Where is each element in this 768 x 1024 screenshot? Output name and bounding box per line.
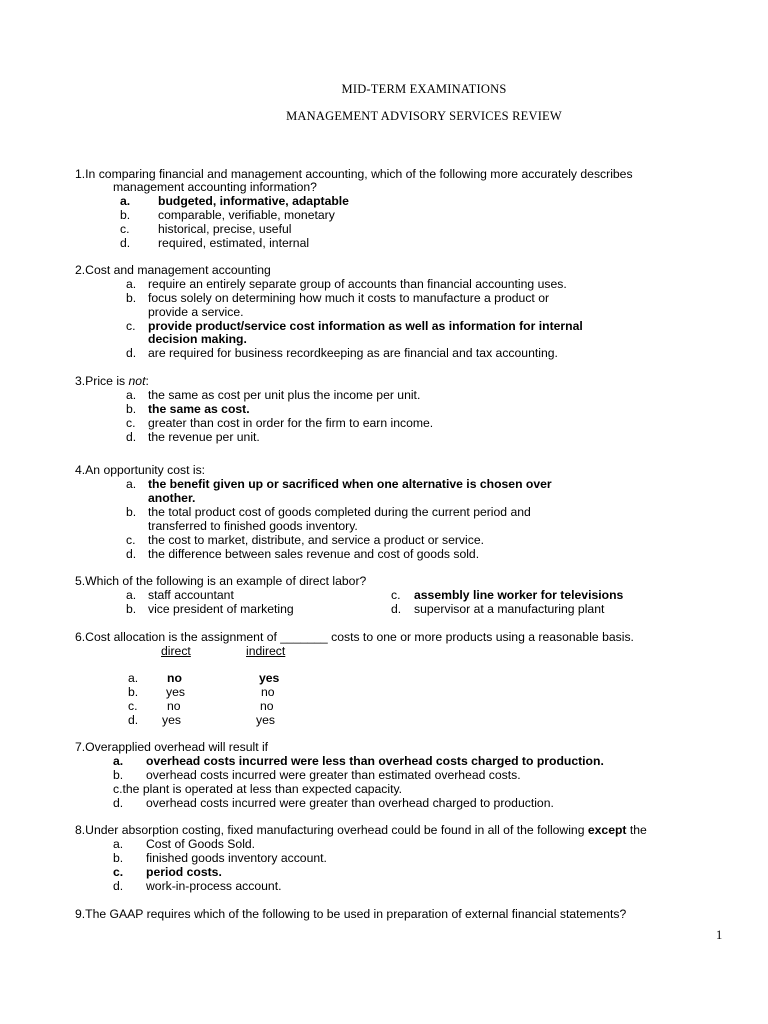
page-number: 1 bbox=[716, 928, 723, 942]
question-3-stem bbox=[75, 374, 149, 388]
option-text: the cost to market, distribute, and service a product or service. bbox=[148, 533, 484, 547]
option-letter: a. bbox=[113, 837, 124, 851]
question-5-stem: 5.Which of the following is an example of direct labor? bbox=[75, 574, 367, 588]
question-6-stem: 6.Cost allocation is the assignment of _______ costs to one or more products using a reasonable basis. bbox=[75, 630, 634, 644]
option-text-correct: the benefit given up or sacrificed when one alternative is chosen over bbox=[148, 477, 552, 491]
option-letter: b. bbox=[113, 768, 124, 782]
row-letter: c. bbox=[128, 699, 138, 713]
option-letter: a. bbox=[126, 477, 137, 491]
option-text: are required for business recordkeeping as are financial and tax accounting. bbox=[148, 346, 558, 360]
option-text-correct: assembly line worker for televisions bbox=[414, 588, 624, 602]
column-header-direct: direct bbox=[161, 644, 191, 658]
option-text-correct: budgeted, informative, adaptable bbox=[158, 194, 349, 208]
row-cell: yes bbox=[162, 713, 181, 727]
option-text: the total product cost of goods completed during the current period and bbox=[148, 505, 531, 519]
option-text: supervisor at a manufacturing plant bbox=[414, 602, 605, 616]
option-letter: d. bbox=[126, 547, 137, 561]
option-text: comparable, verifiable, monetary bbox=[158, 208, 335, 222]
row-cell: yes bbox=[256, 713, 275, 727]
row-letter: d. bbox=[128, 713, 139, 727]
option-letter: b. bbox=[126, 505, 137, 519]
option-text: staff accountant bbox=[148, 588, 234, 602]
option-text: the same as cost per unit plus the income per unit. bbox=[148, 388, 421, 402]
option-letter: a. bbox=[113, 754, 124, 768]
option-text: work-in-process account. bbox=[146, 879, 282, 893]
option-letter: a. bbox=[126, 588, 137, 602]
option-letter: d. bbox=[113, 796, 124, 810]
option-letter: a. bbox=[120, 194, 131, 208]
stem-emphasis: not bbox=[128, 374, 146, 388]
question-2-stem: 2.Cost and management accounting bbox=[75, 263, 271, 277]
question-1-stem: 1.In comparing financial and management accounting, which of the following more accurately describes bbox=[75, 167, 633, 181]
row-letter: b. bbox=[128, 685, 139, 699]
question-8-stem bbox=[75, 823, 647, 837]
column-header-indirect: indirect bbox=[246, 644, 286, 658]
option-text: the revenue per unit. bbox=[148, 430, 260, 444]
option-text: vice president of marketing bbox=[148, 602, 294, 616]
stem-emphasis: except bbox=[587, 823, 627, 837]
row-cell: yes bbox=[166, 685, 185, 699]
exam-title: MID-TERM EXAMINATIONS bbox=[341, 82, 507, 96]
option-letter: a. bbox=[126, 388, 137, 402]
option-text-correct: period costs. bbox=[146, 865, 222, 879]
option-text: finished goods inventory account. bbox=[146, 851, 327, 865]
option-letter: d. bbox=[126, 430, 137, 444]
option-text bbox=[113, 782, 402, 796]
option-text: focus solely on determining how much it costs to manufacture a product or bbox=[148, 291, 550, 305]
question-7-stem: 7.Overapplied overhead will result if bbox=[75, 740, 269, 754]
option-text: historical, precise, useful bbox=[158, 222, 292, 236]
option-text: the difference between sales revenue and cost of goods sold. bbox=[148, 547, 480, 561]
option-text-correct-cont: decision making. bbox=[148, 332, 247, 346]
option-letter: b. bbox=[126, 602, 137, 616]
option-text-correct: overhead costs incurred were less than overhead costs charged to production. bbox=[146, 754, 604, 768]
question-9-stem: 9.The GAAP requires which of the following to be used in preparation of external financial statements? bbox=[75, 907, 627, 921]
row-letter: a. bbox=[128, 671, 139, 685]
option-letter: c. bbox=[120, 222, 130, 236]
option-text-correct: the same as cost. bbox=[148, 402, 250, 416]
row-cell: no bbox=[261, 685, 275, 699]
option-text-cont: provide a service. bbox=[148, 305, 244, 319]
question-1-stem-cont: management accounting information? bbox=[113, 180, 317, 194]
stem-text: 8.Under absorption costing, fixed manufacturing overhead could be found in all of the following bbox=[75, 823, 588, 837]
stem-text: : bbox=[145, 374, 149, 388]
stem-text: the bbox=[626, 823, 647, 837]
option-letter: c. bbox=[391, 588, 401, 602]
option-letter: c. bbox=[113, 865, 124, 879]
row-cell-correct: no bbox=[167, 671, 182, 685]
option-text-inline: the plant is operated at less than expected capacity. bbox=[122, 782, 403, 796]
option-letter: c. bbox=[113, 782, 123, 796]
option-letter: d. bbox=[113, 879, 124, 893]
option-letter: c. bbox=[126, 416, 136, 430]
option-letter: b. bbox=[126, 402, 137, 416]
option-letter: d. bbox=[126, 346, 137, 360]
option-letter: c. bbox=[126, 319, 136, 333]
option-text-cont: transferred to finished goods inventory. bbox=[148, 519, 358, 533]
option-letter: d. bbox=[391, 602, 402, 616]
option-letter: b. bbox=[113, 851, 124, 865]
option-text-correct: provide product/service cost information as well as information for internal bbox=[148, 319, 583, 333]
option-letter: c. bbox=[126, 533, 136, 547]
row-cell: no bbox=[260, 699, 274, 713]
option-letter: d. bbox=[120, 236, 131, 250]
option-text: overhead costs incurred were greater than overhead charged to production. bbox=[146, 796, 554, 810]
option-letter: a. bbox=[126, 277, 137, 291]
option-text-correct-cont: another. bbox=[148, 491, 196, 505]
option-text: required, estimated, internal bbox=[158, 236, 310, 250]
row-cell-correct: yes bbox=[259, 671, 280, 685]
exam-subtitle: MANAGEMENT ADVISORY SERVICES REVIEW bbox=[286, 109, 562, 123]
option-letter: b. bbox=[126, 291, 137, 305]
option-letter: b. bbox=[120, 208, 131, 222]
question-4-stem: 4.An opportunity cost is: bbox=[75, 463, 206, 477]
stem-text: 3.Price is bbox=[75, 374, 129, 388]
option-text: greater than cost in order for the firm to earn income. bbox=[148, 416, 434, 430]
option-text: Cost of Goods Sold. bbox=[146, 837, 256, 851]
option-text: require an entirely separate group of accounts than financial accounting uses. bbox=[148, 277, 567, 291]
option-text: overhead costs incurred were greater than estimated overhead costs. bbox=[146, 768, 521, 782]
row-cell: no bbox=[167, 699, 181, 713]
